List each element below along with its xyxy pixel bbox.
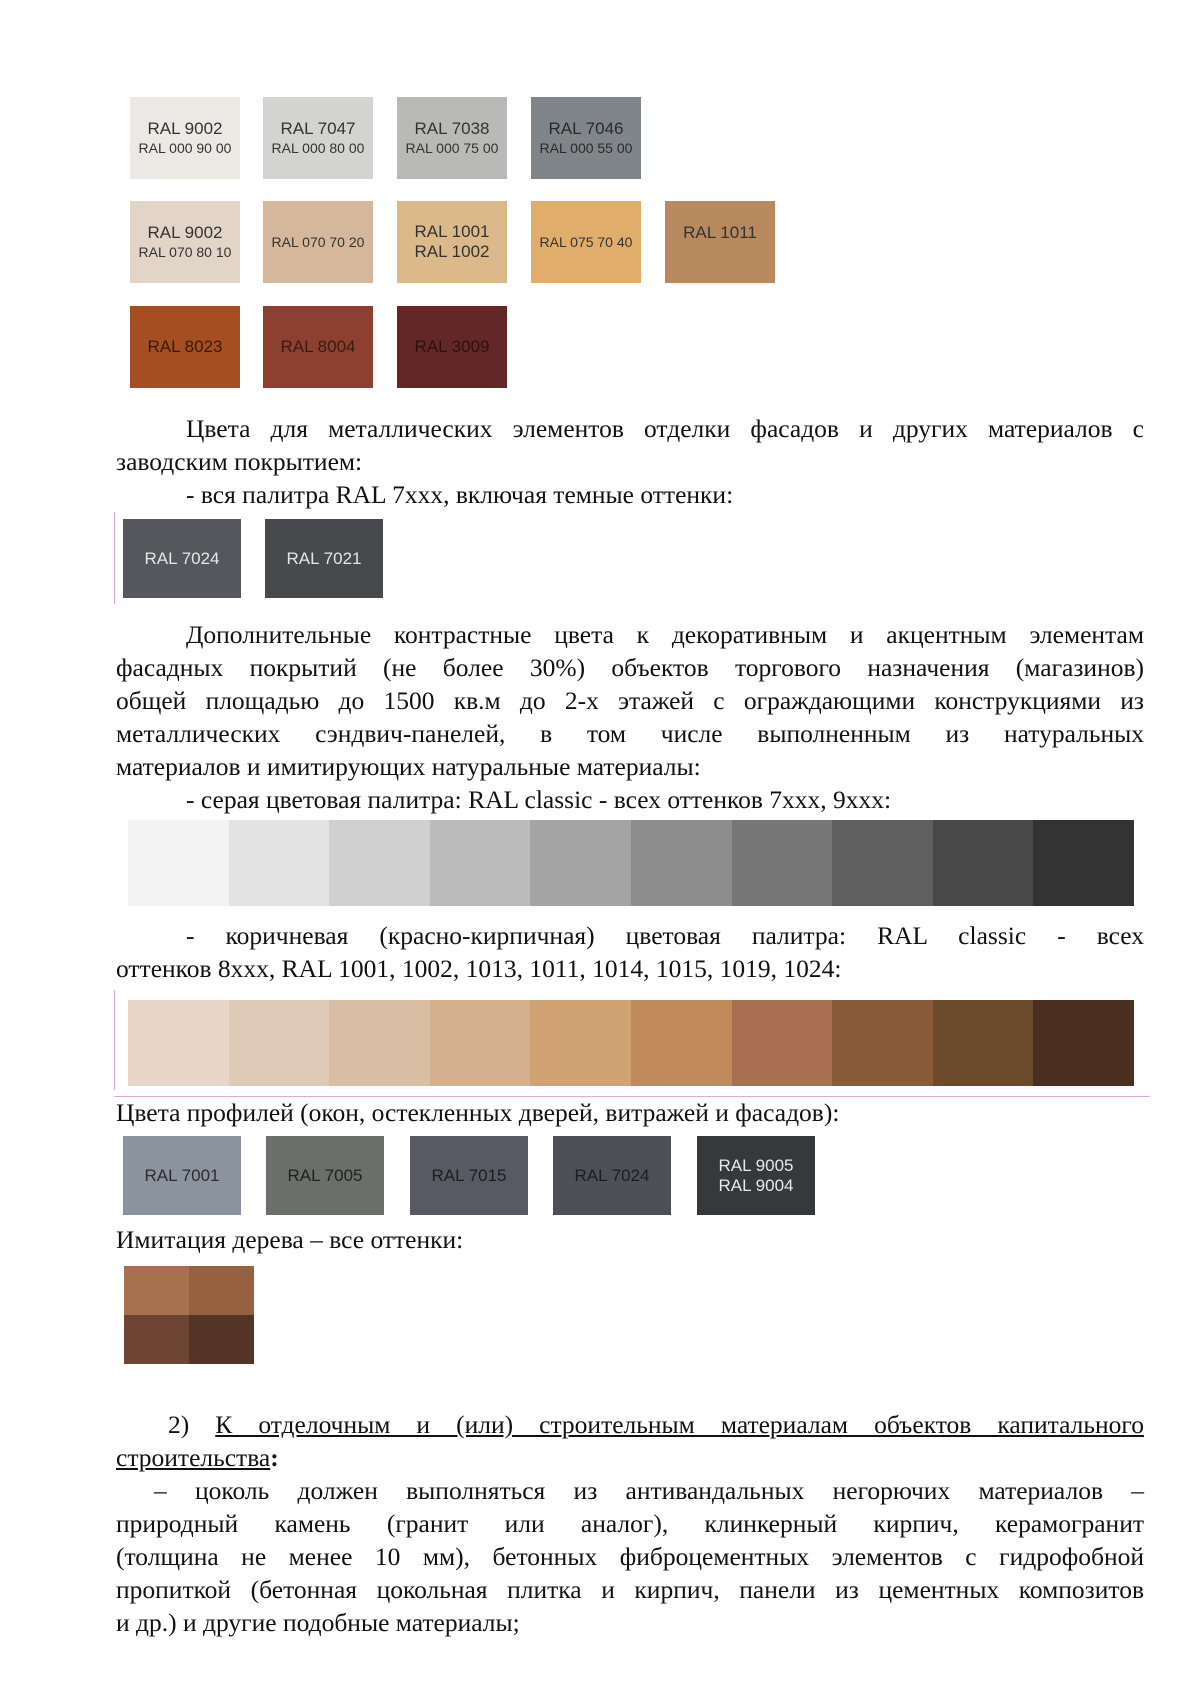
swatch-label: RAL 7021: [286, 548, 362, 568]
swatch: [265, 519, 383, 598]
swatch: [665, 201, 775, 283]
swatch: [410, 1136, 528, 1215]
gray-shade-cell: [430, 820, 531, 906]
paragraph-metal-colors: [116, 412, 1144, 511]
swatch-sublabel: RAL 000 55 00: [539, 140, 633, 156]
text-line: заводским покрытием:: [116, 447, 363, 476]
wood-heading: [116, 1223, 1144, 1256]
text-line: [116, 1408, 1144, 1441]
wood-shade-cell: [189, 1315, 254, 1364]
swatch: [553, 1136, 671, 1215]
brown-shade-cell: [631, 1000, 732, 1086]
gray-shade-cell: [128, 820, 229, 906]
swatch-label: RAL 9002: [147, 223, 223, 242]
underlined-text: К отделочным и (или) строительным материалам объектов капитального: [215, 1410, 1144, 1439]
swatch: [123, 1136, 241, 1215]
swatch-label: RAL 7046: [548, 119, 624, 138]
swatch-label: RAL 8023: [147, 337, 223, 356]
brown-shade-cell: [430, 1000, 531, 1086]
swatch-label: RAL 1001: [414, 222, 490, 241]
swatch-label: RAL 3009: [414, 337, 490, 356]
gray-shade-cell: [933, 820, 1034, 906]
swatch: [263, 306, 373, 388]
brown-shade-cell: [933, 1000, 1034, 1086]
wood-shade-cell: [189, 1266, 254, 1315]
swatch-label: RAL 1011: [683, 223, 757, 242]
swatch-label: RAL 070 70 20: [271, 234, 365, 250]
swatch-sublabel: RAL 000 90 00: [138, 140, 232, 156]
swatch: [697, 1136, 815, 1215]
wood-shade-cell: [124, 1315, 189, 1364]
text-line: Имитация дерева – все оттенки:: [116, 1225, 464, 1254]
text-line: Цвета для металлических элементов отделки фасадов и других материалов с: [186, 414, 1144, 443]
text-line: пропиткой (бетонная цокольная плитка и кирпич, панели из цементных композитов: [116, 1575, 1144, 1604]
swatch: [397, 201, 507, 283]
bullet-line: - серая цветовая палитра: RAL classic - всех оттенков 7xxx, 9xxx:: [186, 785, 892, 814]
swatch-label: RAL 9002: [147, 119, 223, 138]
text-line: [116, 1441, 1144, 1474]
swatch-label: RAL 7038: [414, 119, 490, 138]
swatch-label: RAL 7015: [431, 1165, 507, 1185]
gray-shade-cell: [732, 820, 833, 906]
gray-shade-cell: [530, 820, 631, 906]
wood-imitation-sample: [124, 1266, 254, 1364]
swatch-sublabel: RAL 1002: [414, 242, 490, 261]
swatch-label: RAL 7047: [280, 119, 356, 138]
swatch-label: RAL 7024: [144, 548, 220, 568]
swatch-label: RAL 7001: [144, 1165, 220, 1185]
text-line: (толщина не менее 10 мм), бетонных фиброцементных элементов с гидрофобной: [116, 1542, 1144, 1571]
swatch-label: RAL 8004: [280, 337, 356, 356]
gray-palette-strip: [128, 820, 1134, 906]
swatch: [130, 97, 240, 179]
text-line: фасадных покрытий (не более 30%) объектов торгового назначения (магазинов): [116, 653, 1144, 682]
gray-shade-cell: [1033, 820, 1134, 906]
swatch-sublabel: RAL 070 80 10: [138, 244, 232, 260]
text-line: общей площадью до 1500 кв.м до 2-х этажей с ограждающими конструкциями из: [116, 686, 1144, 715]
brown-shade-cell: [229, 1000, 330, 1086]
swatch: [123, 519, 241, 598]
underlined-text: строительства: [116, 1443, 271, 1472]
swatch: [397, 306, 507, 388]
brown-shade-cell: [832, 1000, 933, 1086]
swatch: [130, 201, 240, 283]
swatch: [531, 201, 641, 283]
text-line: – цоколь должен выполняться из антивандальных негорючих материалов –: [154, 1476, 1144, 1505]
swatch: [397, 97, 507, 179]
brown-shade-cell: [128, 1000, 229, 1086]
swatch: [263, 201, 373, 283]
wood-shade-cell: [124, 1266, 189, 1315]
swatch: [266, 1136, 384, 1215]
profiles-heading: [116, 1096, 1144, 1129]
brown-shade-cell: [329, 1000, 430, 1086]
gray-shade-cell: [329, 820, 430, 906]
text-line: - коричневая (красно-кирпичная) цветовая палитра: RAL classic - всех: [186, 921, 1144, 950]
swatch: [531, 97, 641, 179]
text-line: оттенков 8xxx, RAL 1001, 1002, 1013, 1011, 1014, 1015, 1019, 1024:: [116, 954, 842, 983]
gray-shade-cell: [229, 820, 330, 906]
gray-shade-cell: [631, 820, 732, 906]
swatch-sublabel: RAL 000 80 00: [271, 140, 365, 156]
swatch: [130, 306, 240, 388]
swatch-sublabel: RAL 000 75 00: [405, 140, 499, 156]
swatch-label: RAL 9005: [718, 1155, 794, 1175]
swatch-label: RAL 7005: [287, 1165, 363, 1185]
gray-shade-cell: [832, 820, 933, 906]
text-line: Цвета профилей (окон, остекленных дверей, витражей и фасадов):: [116, 1098, 840, 1127]
brown-palette-strip: [128, 1000, 1134, 1086]
brown-shade-cell: [1033, 1000, 1134, 1086]
margin-marker: [114, 512, 115, 604]
paragraph-contrast-colors: [116, 618, 1144, 816]
paragraph-brown-palette: [116, 919, 1144, 985]
brown-shade-cell: [732, 1000, 833, 1086]
bullet-line: - вся палитра RAL 7xxx, включая темные оттенки:: [186, 480, 734, 509]
text-line: материалов и имитирующих натуральные материалы:: [116, 752, 701, 781]
text-line: Дополнительные контрастные цвета к декоративным и акцентным элементам: [186, 620, 1144, 649]
swatch: [263, 97, 373, 179]
colon: :: [270, 1443, 279, 1472]
paragraph-materials: [116, 1408, 1144, 1639]
swatch-label: RAL 7024: [574, 1165, 650, 1185]
text-line: и др.) и другие подобные материалы;: [116, 1608, 520, 1637]
swatch-label: RAL 075 70 40: [539, 234, 633, 250]
item-number: 2): [168, 1410, 216, 1439]
text-line: природный камень (гранит или аналог), клинкерный кирпич, керамогранит: [116, 1509, 1144, 1538]
text-line: металлических сэндвич-панелей, в том числе выполненным из натуральных: [116, 719, 1144, 748]
swatch-sublabel: RAL 9004: [718, 1175, 794, 1195]
brown-shade-cell: [530, 1000, 631, 1086]
margin-marker: [114, 990, 115, 1090]
